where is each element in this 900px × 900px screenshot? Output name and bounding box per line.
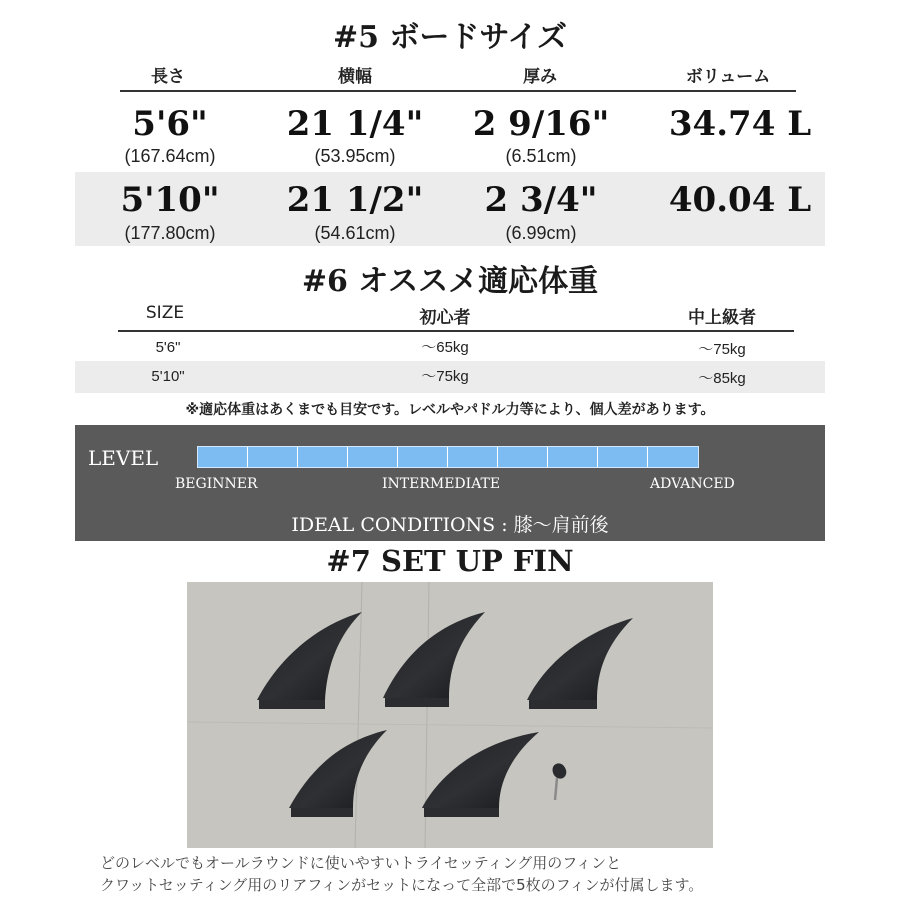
level-segment — [448, 447, 498, 467]
level-label: LEVEL — [88, 446, 159, 470]
level-segment — [498, 447, 548, 467]
header-beginner: 初心者 — [419, 308, 471, 328]
fin-title: #7 SET UP FIN — [326, 544, 574, 578]
ideal-conditions: IDEAL CONDITIONS : 膝〜肩前後 — [291, 514, 609, 536]
header-length: 長さ — [151, 67, 185, 87]
volume-value: 34.74 L — [668, 104, 812, 144]
weight-size: 5'6" — [155, 339, 181, 356]
weight-size: 5'10" — [151, 368, 185, 385]
level-advanced: ADVANCED — [650, 476, 735, 492]
level-segment — [598, 447, 648, 467]
weight-beginner: 〜65kg — [421, 339, 469, 356]
weight-title: #6 オススメ適応体重 — [301, 264, 599, 299]
level-segment — [398, 447, 448, 467]
length-value: 5'10" — [120, 180, 220, 220]
header-advanced: 中上級者 — [688, 308, 756, 328]
thickness-cm: (6.99cm) — [505, 223, 577, 243]
header-volume: ボリューム — [685, 67, 771, 87]
board-header-rule — [120, 90, 796, 92]
weight-header-rule — [118, 330, 794, 332]
width-value: 21 1/2" — [286, 180, 424, 220]
level-segment — [348, 447, 398, 467]
width-cm: (54.61cm) — [314, 223, 396, 243]
level-beginner: BEGINNER — [175, 476, 258, 492]
weight-advanced: 〜85kg — [698, 370, 746, 387]
fin-caption-line-1: どのレベルでもオールラウンドに使いやすいトライセッティング用のフィンと — [100, 854, 622, 872]
weight-advanced: 〜75kg — [698, 341, 746, 358]
level-intermediate: INTERMEDIATE — [382, 476, 501, 492]
length-cm: (177.80cm) — [124, 223, 216, 243]
width-value: 21 1/4" — [286, 104, 424, 144]
thickness-cm: (6.51cm) — [505, 146, 577, 166]
fin-set-illustration — [187, 582, 713, 848]
header-thickness: 厚み — [523, 67, 557, 87]
level-segment — [648, 447, 698, 467]
level-segment — [198, 447, 248, 467]
width-cm: (53.95cm) — [314, 146, 396, 166]
board-size-title: #5 ボードサイズ — [332, 20, 568, 55]
fin-set-photo — [187, 582, 713, 848]
thickness-value: 2 9/16" — [472, 104, 610, 144]
weight-beginner: 〜75kg — [421, 368, 469, 385]
length-value: 5'6" — [132, 104, 208, 144]
header-size: SIZE — [145, 303, 185, 323]
level-segment — [548, 447, 598, 467]
thickness-value: 2 3/4" — [484, 180, 598, 220]
header-width: 横幅 — [338, 67, 372, 87]
fin-caption-line-2: クワットセッティング用のリアフィンがセットになって全部で5枚のフィンが付属します。 — [100, 876, 704, 894]
weight-note: ※適応体重はあくまでも目安です。レベルやパドル力等により、個人差があります。 — [185, 402, 715, 418]
length-cm: (167.64cm) — [124, 146, 216, 166]
level-segment — [248, 447, 298, 467]
level-bar — [197, 446, 699, 468]
level-segment — [298, 447, 348, 467]
volume-value: 40.04 L — [668, 180, 812, 220]
